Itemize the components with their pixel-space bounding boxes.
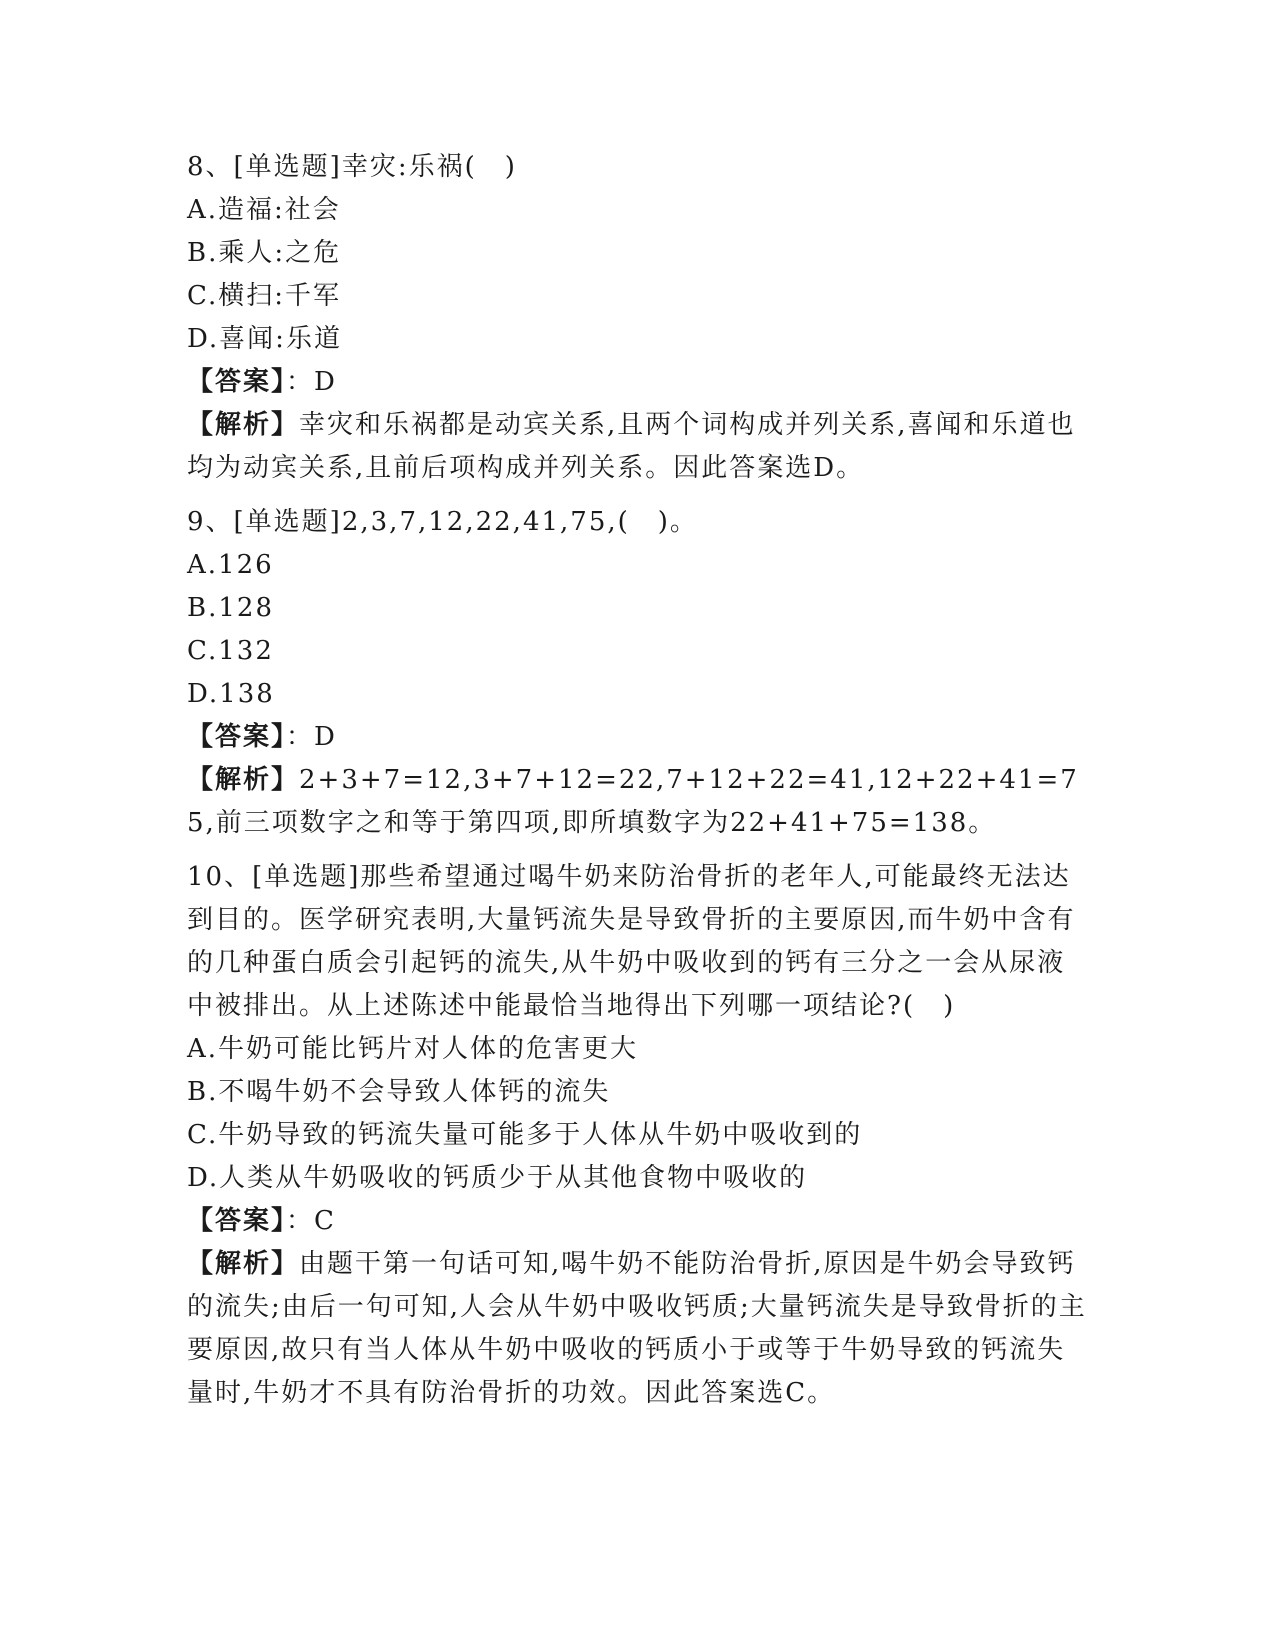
option-c: C.横扫:千军 (187, 281, 341, 311)
option-a: A.126 (187, 550, 274, 580)
analysis-label: 【解析】 (187, 765, 300, 795)
answer-value: ：C (286, 1206, 336, 1236)
analysis-label: 【解析】 (187, 410, 300, 440)
option-c: C.牛奶导致的钙流失量可能多于人体从牛奶中吸收到的 (187, 1120, 863, 1150)
question-8 (187, 146, 1087, 490)
question-stem: 9、[单选题]2,3,7,12,22,41,75,( )。 (187, 507, 698, 537)
analysis-line (187, 1243, 1087, 1415)
option-d: D.138 (187, 679, 275, 709)
question-stem: 8、[单选题]幸灾:乐祸( ) (187, 152, 517, 182)
answer-value: ：D (286, 367, 337, 397)
option-c: C.132 (187, 636, 274, 666)
analysis-text: 2+3+7=12,3+7+12=22,7+12+22=41,12+22+41=75,前三项数字之和等于第四项,即所填数字为22+41+75=138。 (187, 765, 1079, 838)
question-9 (187, 501, 1087, 845)
question-stem: 10、[单选题]那些希望通过喝牛奶来防治骨折的老年人,可能最终无法达到目的。医学研究表明,大量钙流失是导致骨折的主要原因,而牛奶中含有的几种蛋白质会引起钙的流失,从牛奶中吸收到的钙有三分之一会从尿液中被排出。从上述陈述中能最恰当地得出下列哪一项结论?( ) (187, 862, 1076, 1021)
analysis-label: 【解析】 (187, 1249, 300, 1279)
answer-label: 【答案】 (187, 1206, 287, 1236)
option-d: D.人类从牛奶吸收的钙质少于从其他食物中吸收的 (187, 1163, 808, 1193)
analysis-text: 由题干第一句话可知,喝牛奶不能防治骨折,原因是牛奶会导致钙的流失;由后一句可知,人会从牛奶中吸收钙质;大量钙流失是导致骨折的主要原因,故只有当人体从牛奶中吸收的钙质小于或等于牛奶导致的钙流失量时,牛奶才不具有防治骨折的功效。因此答案选C。 (187, 1249, 1087, 1408)
option-a: A.牛奶可能比钙片对人体的危害更大 (187, 1034, 639, 1064)
answer-label: 【答案】 (187, 367, 287, 397)
answer-value: ：D (286, 722, 337, 752)
analysis-line (187, 404, 1087, 490)
option-a: A.造福:社会 (187, 195, 341, 225)
option-d: D.喜闻:乐道 (187, 324, 342, 354)
option-b: B.乘人:之危 (187, 238, 342, 268)
analysis-line (187, 759, 1087, 845)
analysis-text: 幸灾和乐祸都是动宾关系,且两个词构成并列关系,喜闻和乐道也均为动宾关系,且前后项构成并列关系。因此答案选D。 (187, 410, 1076, 483)
question-10 (187, 856, 1087, 1415)
answer-line (187, 1200, 1087, 1243)
option-b: B.128 (187, 593, 274, 623)
answer-line (187, 361, 1087, 404)
answer-line (187, 716, 1087, 759)
option-b: B.不喝牛奶不会导致人体钙的流失 (187, 1077, 611, 1107)
answer-label: 【答案】 (187, 722, 287, 752)
document-page (187, 146, 1087, 1415)
